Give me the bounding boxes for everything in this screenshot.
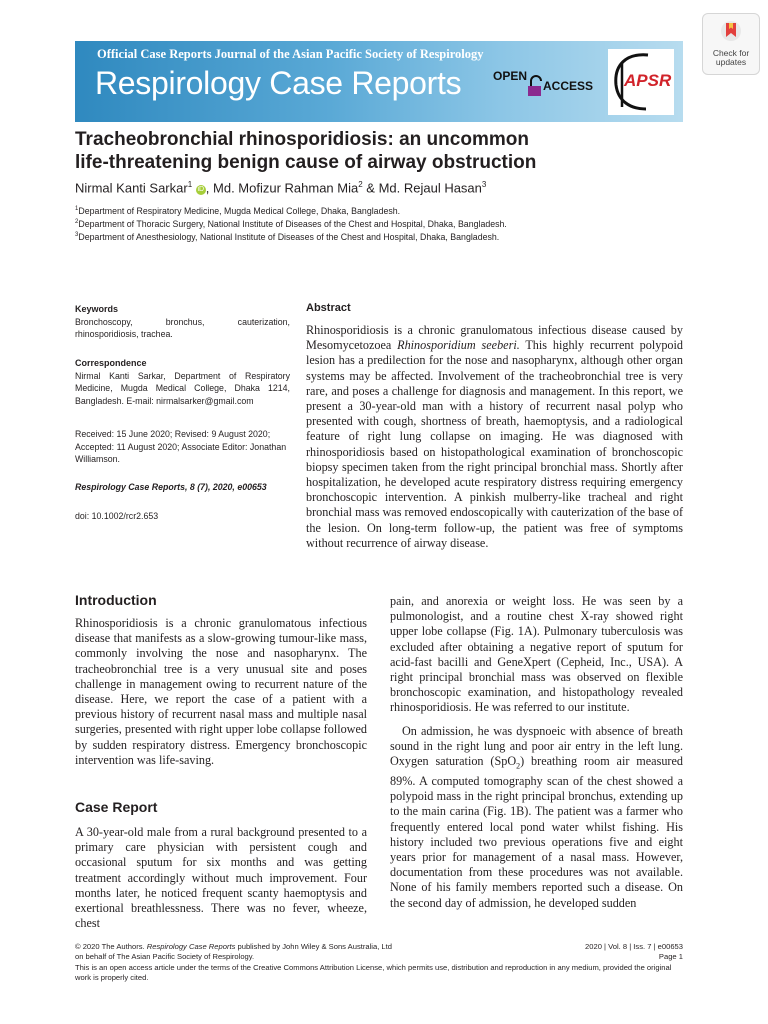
keywords-section <box>75 303 290 341</box>
abstract-species-name: Rhinosporidium seeberi. <box>397 338 520 353</box>
affiliation-1-text: Department of Respiratory Medicine, Mugda Medical College, Dhaka, Bangladesh. <box>78 206 401 216</box>
updates-label: updates <box>715 57 747 67</box>
affiliation-3-text: Department of Anesthesiology, National Institute of Diseases of the Chest and Hospital, Dhaka, Bangladesh. <box>78 232 500 242</box>
author-2[interactable]: , Md. Mofizur Rahman Mia <box>205 180 359 196</box>
correspondence-heading: Correspondence <box>75 358 147 368</box>
journal-subtitle: Official Case Reports Journal of the Asian Pacific Society of Respirology <box>97 47 484 61</box>
author-list <box>75 180 695 195</box>
journal-title: Respirology Case Reports <box>95 65 462 101</box>
affiliation-1 <box>75 206 695 216</box>
article-title <box>75 128 695 174</box>
keywords-list: Bronchoscopy, bronchus, cauterization, rhinosporidiosis, trachea. <box>75 316 290 339</box>
author-1-affiliation-marker: 1 <box>187 180 193 189</box>
affiliation-1-marker: 1 <box>75 206 79 213</box>
check-for-updates-label: Check for <box>712 48 750 58</box>
volume-info: 2020 | Vol. 8 | Iss. 7 | e00653 <box>585 942 683 951</box>
abstract-text-part1: Rhinosporidiosis is a chronic granulomatous infectious disease caused by Mesomycetozoea <box>306 323 683 353</box>
case-report-continued-text: pain, and anorexia or weight loss. He was seen by a pulmonologist, and a routine chest X-ray showed right upper lobe collapse (Fig. 1A). Pulmonary tuberculosis was excluded after obtaining a negative report of sputum for acid-fast bacilli and GeneXpert (Cepheid, Inc., USA). A right principal bronchial mass was observed on flexible bronchoscopic examination, and histopathology revealed rhinosporidiosis. He was referred to our institute. <box>390 594 683 715</box>
copyright-journal: Respirology Case Reports <box>146 942 236 951</box>
affiliation-2-text: Department of Thoracic Surgery, National Institute of Diseases of the Chest and Hospital, Dhaka, Bangladesh. <box>78 219 507 229</box>
author-2-affiliation-marker: 2 <box>358 180 363 189</box>
orcid-icon[interactable]: iD <box>197 186 205 194</box>
abstract-text-part2: This highly recurrent polypoid lesion has a predilection for the nose and nasopharynx, although other organ systems may be affected. Involvement of the tracheobronchial tree is very rare, and poses a challenge for diagnosis and management. In this report, we present a 30-year-old man with a history of recurrent nasal polyp who presented with cough, shortness of breath, haemoptysis, and a radiological feature of right lung collapse on imaging. He was diagnosed with rhinosporidiosis based on histopathological examination of bronchoscopic biopsy specimen taken from the right principal bronchial mass. Shortly after hospitalization, he developed acute respiratory distress requiring emergency bronchoscopic intervention. A pinkish mulberry-like tracheal and right bronchial mass was removed endoscopically with cauterization of the base of the lesion. On long-term follow-up, the patient was free of symptoms without recurrence of airway disease. <box>306 338 684 550</box>
correspondence-text: Nirmal Kanti Sarkar, Department of Respiratory Medicine, Mugda Medical College, Dhaka 1214, Bangladesh. E-mail: nirmalsarker@gmail.com <box>75 370 290 406</box>
bookmark-ribbon-icon <box>720 20 742 42</box>
affiliation-3-marker: 3 <box>75 232 79 239</box>
license-notice: This is an open access article under the terms of the Creative Commons Attribution License, which permits use, distribution and reproduction in any medium, provided the original work is properly cited. <box>75 963 672 982</box>
article-title-line2: life-threatening benign cause of airway obstruction <box>75 152 537 173</box>
copyright-prefix: © 2020 The Authors. <box>75 942 147 951</box>
article-citation: Respirology Case Reports, 8 (7), 2020, e00653 <box>75 482 267 492</box>
copyright-suffix: published by John Wiley & Sons Australia, Ltd <box>235 942 392 951</box>
author-1[interactable]: Nirmal Kanti Sarkar <box>75 180 188 196</box>
author-3[interactable]: & Md. Rejaul Hasan <box>362 180 482 196</box>
abstract-heading: Abstract <box>306 302 351 314</box>
article-dates: Received: 15 June 2020; Revised: 9 August 2020; Accepted: 11 August 2020; Associate Editor: Jonathan Williamson. <box>75 429 287 464</box>
admission-text-part2: ) breathing room air measured 89%. A computed tomography scan of the chest showed a polypoid mass in the right principal bronchus, extending up to the main carina (Fig. 1B). The patient was a farmer who frequently entered local pond water whilst fishing. His history included two previous operations five and eight years prior for management of a nasal mass. However, documentation from these procedures was not available. None of his family members reported such a disease. On the second day of admission, he developed sudden <box>390 754 683 910</box>
correspondence-section <box>75 357 290 407</box>
journal-banner <box>75 41 683 122</box>
open-access-logo <box>493 65 599 105</box>
check-for-updates-badge[interactable] <box>702 13 760 75</box>
introduction-heading: Introduction <box>75 592 157 608</box>
keywords-heading: Keywords <box>75 304 119 314</box>
open-access-open-text: OPEN <box>493 69 528 83</box>
abstract-text <box>306 323 683 551</box>
copyright-line2: on behalf of The Asian Pacific Society of Respirology. <box>75 952 255 961</box>
author-3-affiliation-marker: 3 <box>481 180 487 189</box>
affiliation-3 <box>75 232 695 242</box>
affiliation-2 <box>75 219 695 229</box>
page-info <box>490 942 683 962</box>
case-report-heading: Case Report <box>75 799 158 815</box>
apsr-logo-text: APSR <box>624 71 672 90</box>
affiliation-2-marker: 2 <box>75 219 79 226</box>
page-number: Page 1 <box>658 952 683 961</box>
copyright-notice <box>75 942 495 962</box>
admission-paragraph <box>390 724 683 911</box>
article-title-line1: Tracheobronchial rhinosporidiosis: an uncommon <box>75 129 529 150</box>
apsr-logo <box>608 49 674 115</box>
article-doi[interactable]: doi: 10.1002/rcr2.653 <box>75 511 159 521</box>
open-lock-icon <box>526 75 544 97</box>
open-access-access-text: ACCESS <box>543 79 594 93</box>
admission-text-part1: On admission, he was dyspnoeic with absence of breath sound in the right lung and poor air entry in the left lung. Oxygen saturation (SpO <box>390 724 683 769</box>
spo2-subscript: 2 <box>516 761 521 771</box>
introduction-text: Rhinosporidiosis is a chronic granulomatous infectious disease that manifests as a slow-growing tumour-like mass, commonly involving the nose and nasopharynx. The tracheobronchial tree is a very unusual site and poses challenge in management owing to recurrent nature of the disease. Here, we report the case of a patient with a previous history of recurrent nasal mass and multiple nasal surgeries, presented with right upper lobe collapse followed by sudden respiratory distress. Emergency bronchoscopic intervention was life-saving. <box>75 616 367 767</box>
case-report-text: A 30-year-old male from a rural background presented to a primary care physician with persistent cough and occasional sputum for six months and was getting treatment accordingly without much improvement. Four months later, he noticed frequent scanty haemoptysis and exertional breathlessness. There was no fever, wheeze, chest <box>75 825 367 931</box>
